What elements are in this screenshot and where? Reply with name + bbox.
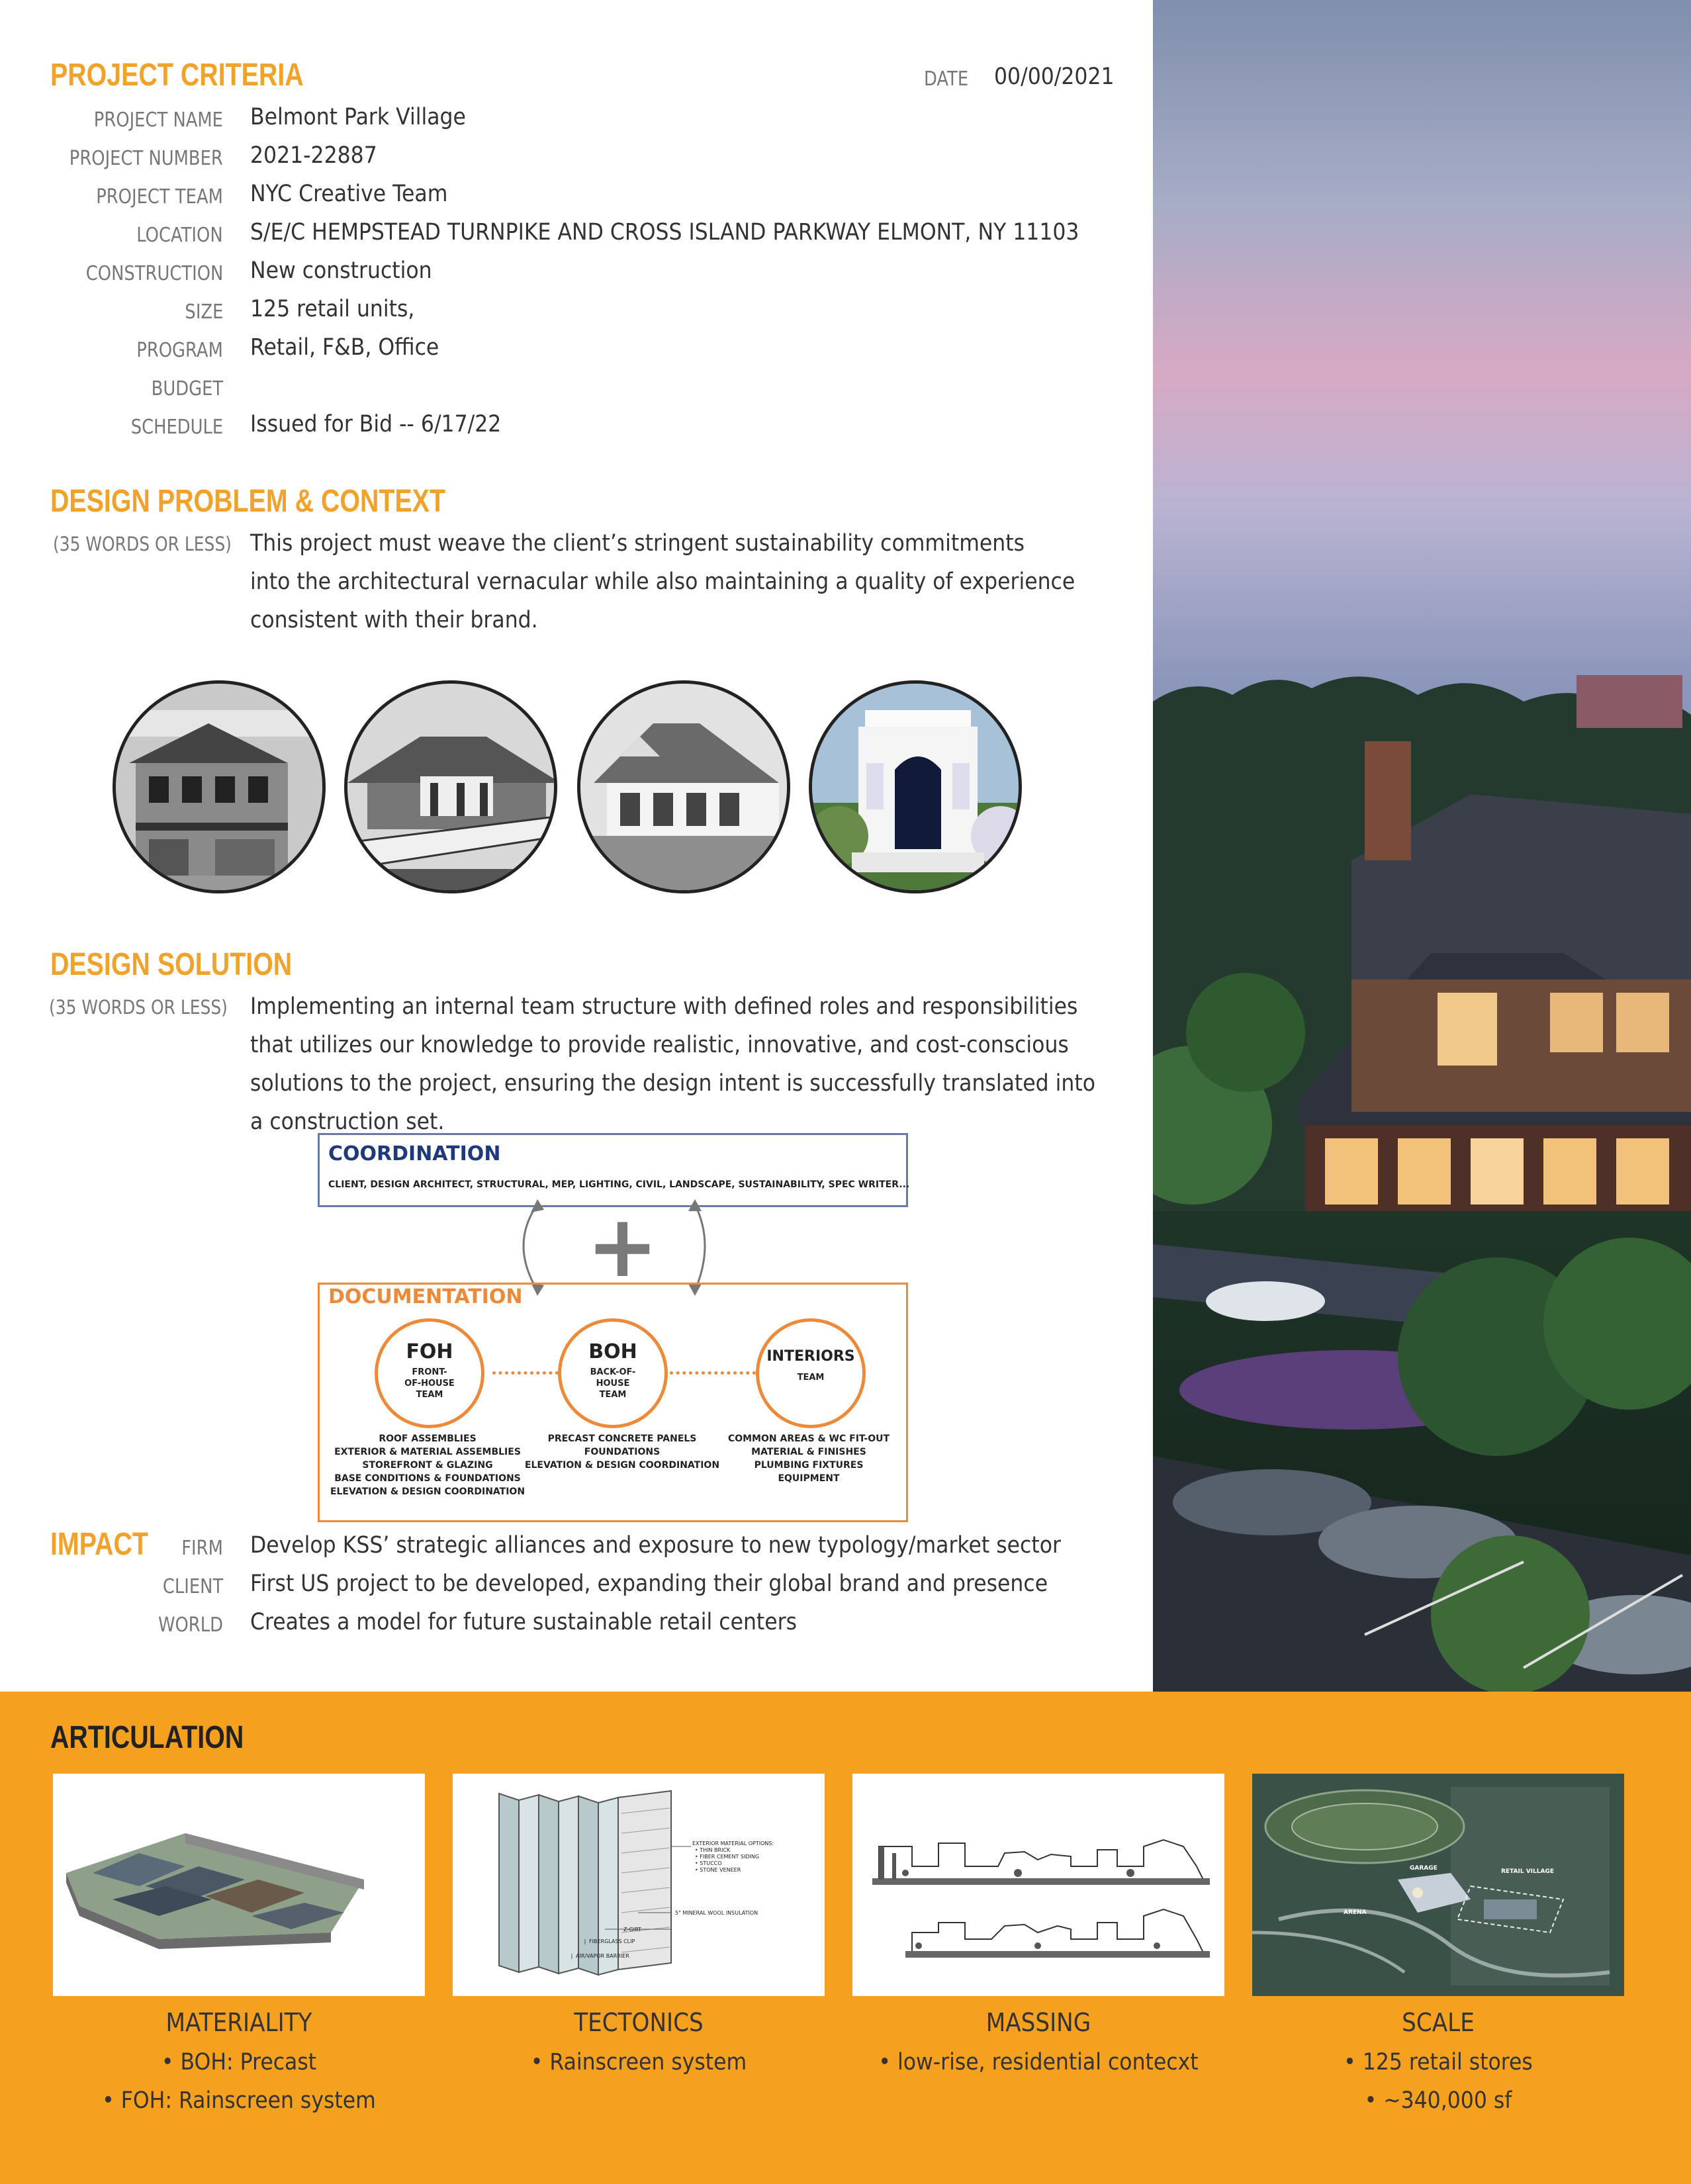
massing-image xyxy=(852,1774,1224,1996)
criteria-label: LOCATION xyxy=(136,224,223,247)
team-name: FOH xyxy=(406,1340,453,1363)
boh-scope-list: PRECAST CONCRETE PANELS FOUNDATIONS ELEVATION & DESIGN COORDINATION xyxy=(524,1433,720,1471)
tectonics-title: TECTONICS xyxy=(574,2008,704,2037)
interiors-team-circle xyxy=(756,1318,866,1428)
criteria-value: Belmont Park Village xyxy=(250,104,466,130)
criteria-value: New construction xyxy=(250,257,432,284)
team-name: INTERIORS xyxy=(766,1348,855,1365)
tectonics-label: 5" MINERAL WOOL INSULATION xyxy=(675,1910,758,1916)
impact-value: First US project to be developed, expanding their global brand and presence xyxy=(250,1570,1048,1597)
date-label: DATE xyxy=(924,68,969,91)
solution-line: Implementing an internal team structure with defined roles and responsibilities xyxy=(250,993,1078,1020)
materiality-title: MATERIALITY xyxy=(165,2008,312,2037)
solution-word-limit: (35 WORDS OR LESS) xyxy=(49,996,228,1019)
criteria-value: NYC Creative Team xyxy=(250,181,448,207)
scale-item: • 125 retail stores xyxy=(1344,2049,1533,2075)
team-connector xyxy=(670,1371,756,1375)
criteria-value: 125 retail units, xyxy=(250,296,415,322)
team-name: BOH xyxy=(588,1340,637,1363)
impact-value: Creates a model for future sustainable retail centers xyxy=(250,1609,798,1635)
date-value: 00/00/2021 xyxy=(994,64,1115,90)
tectonics-label: EXTERIOR MATERIAL OPTIONS: xyxy=(692,1841,774,1846)
criteria-label: PROJECT NAME xyxy=(93,109,223,132)
problem-line: This project must weave the client’s stringent sustainability commitments xyxy=(250,530,1025,557)
criteria-label: SCHEDULE xyxy=(130,416,223,439)
scale-image xyxy=(1252,1774,1624,1996)
solution-text xyxy=(250,987,1179,1141)
team-connector xyxy=(492,1371,559,1375)
materiality-item: • FOH: Rainscreen system xyxy=(102,2087,376,2114)
criteria-label: CONSTRUCTION xyxy=(85,262,223,285)
interiors-scope-list: COMMON AREAS & WC FIT-OUT MATERIAL & FINISHES PLUMBING FIXTURES EQUIPMENT xyxy=(727,1433,890,1484)
context-photo-boathouse xyxy=(344,680,557,893)
tectonics-label: AIR/VAPOR BARRIER xyxy=(576,1953,629,1959)
criteria-label: PROGRAM xyxy=(136,339,223,362)
criteria-value: S/E/C HEMPSTEAD TURNPIKE AND CROSS ISLAND PARKWAY ELMONT, NY 11103 xyxy=(250,219,1079,246)
scale-item: • ~340,000 sf xyxy=(1364,2087,1512,2114)
impact-label: FIRM xyxy=(181,1537,223,1560)
solution-line: solutions to the project, ensuring the design intent is successfully translated into xyxy=(250,1070,1095,1097)
hero-rendering-image xyxy=(1153,0,1691,1692)
boh-team-circle xyxy=(558,1318,668,1428)
tectonics-label: • STUCCO xyxy=(695,1860,722,1866)
coordination-list: CLIENT, DESIGN ARCHITECT, STRUCTURAL, MEP, LIGHTING, CIVIL, LANDSCAPE, SUSTAINABILITY, SPEC WRITER... xyxy=(328,1179,910,1190)
criteria-value: 2021-22887 xyxy=(250,142,377,169)
materiality-image xyxy=(53,1774,425,1996)
context-photo-cottage xyxy=(577,680,790,893)
impact-label: CLIENT xyxy=(162,1575,223,1598)
problem-text xyxy=(250,524,1132,639)
criteria-label: BUDGET xyxy=(151,377,223,400)
problem-word-limit: (35 WORDS OR LESS) xyxy=(53,533,232,555)
tectonics-label: • THIN BRICK xyxy=(695,1847,731,1853)
criteria-value: Issued for Bid -- 6/17/22 xyxy=(250,411,502,437)
scale-label: GARAGE xyxy=(1410,1865,1438,1872)
team-subtitle: FRONT- OF-HOUSE TEAM xyxy=(404,1367,455,1400)
scale-title: SCALE xyxy=(1402,2008,1475,2037)
criteria-label: SIZE xyxy=(185,300,223,324)
tectonics-label: FIBERGLASS CLIP xyxy=(589,1938,635,1944)
context-photo-pavilion xyxy=(809,680,1022,893)
tectonics-item: • Rainscreen system xyxy=(530,2049,747,2075)
solution-line: a construction set. xyxy=(250,1109,445,1135)
team-subtitle: TEAM xyxy=(797,1373,825,1383)
project-criteria-heading: PROJECT CRITERIA xyxy=(50,58,304,93)
tectonics-label: Z-GIRT xyxy=(623,1927,641,1933)
articulation-heading: ARTICULATION xyxy=(50,1720,244,1755)
documentation-title: DOCUMENTATION xyxy=(328,1285,523,1308)
criteria-label: PROJECT TEAM xyxy=(96,185,223,208)
team-subtitle: BACK-OF- HOUSE TEAM xyxy=(590,1367,636,1400)
context-photo-storefront xyxy=(113,680,326,893)
scale-label: ARENA xyxy=(1344,1909,1367,1916)
problem-line: into the architectural vernacular while also maintaining a quality of experience xyxy=(250,569,1075,595)
impact-heading: IMPACT xyxy=(50,1527,148,1562)
plus-icon: + xyxy=(586,1196,659,1297)
tectonics-image xyxy=(453,1774,825,1996)
massing-item: • low-rise, residential contecxt xyxy=(878,2049,1199,2075)
scale-label: RETAIL VILLAGE xyxy=(1501,1868,1554,1875)
solution-line: that utilizes our knowledge to provide realistic, innovative, and cost-conscious xyxy=(250,1032,1069,1058)
criteria-value: Retail, F&B, Office xyxy=(250,334,439,361)
impact-label: WORLD xyxy=(158,1614,223,1637)
coordination-title: COORDINATION xyxy=(328,1142,501,1165)
massing-title: MASSING xyxy=(985,2008,1091,2037)
tectonics-label: • STONE VENEER xyxy=(695,1867,741,1873)
foh-scope-list: ROOF ASSEMBLIES EXTERIOR & MATERIAL ASSEMBLIES STOREFRONT & GLAZING BASE CONDITIONS & FOUNDATIONS ELEVATION & DESIGN COORDINATION xyxy=(330,1433,526,1497)
impact-value: Develop KSS’ strategic alliances and exposure to new typology/market sector xyxy=(250,1532,1061,1559)
materiality-item: • BOH: Precast xyxy=(161,2049,317,2075)
tectonics-label: • FIBER CEMENT SIDING xyxy=(695,1854,760,1860)
design-problem-heading: DESIGN PROBLEM & CONTEXT xyxy=(50,484,445,519)
problem-line: consistent with their brand. xyxy=(250,607,538,633)
criteria-label: PROJECT NUMBER xyxy=(69,147,223,170)
foh-team-circle xyxy=(375,1318,484,1428)
design-solution-heading: DESIGN SOLUTION xyxy=(50,947,293,982)
